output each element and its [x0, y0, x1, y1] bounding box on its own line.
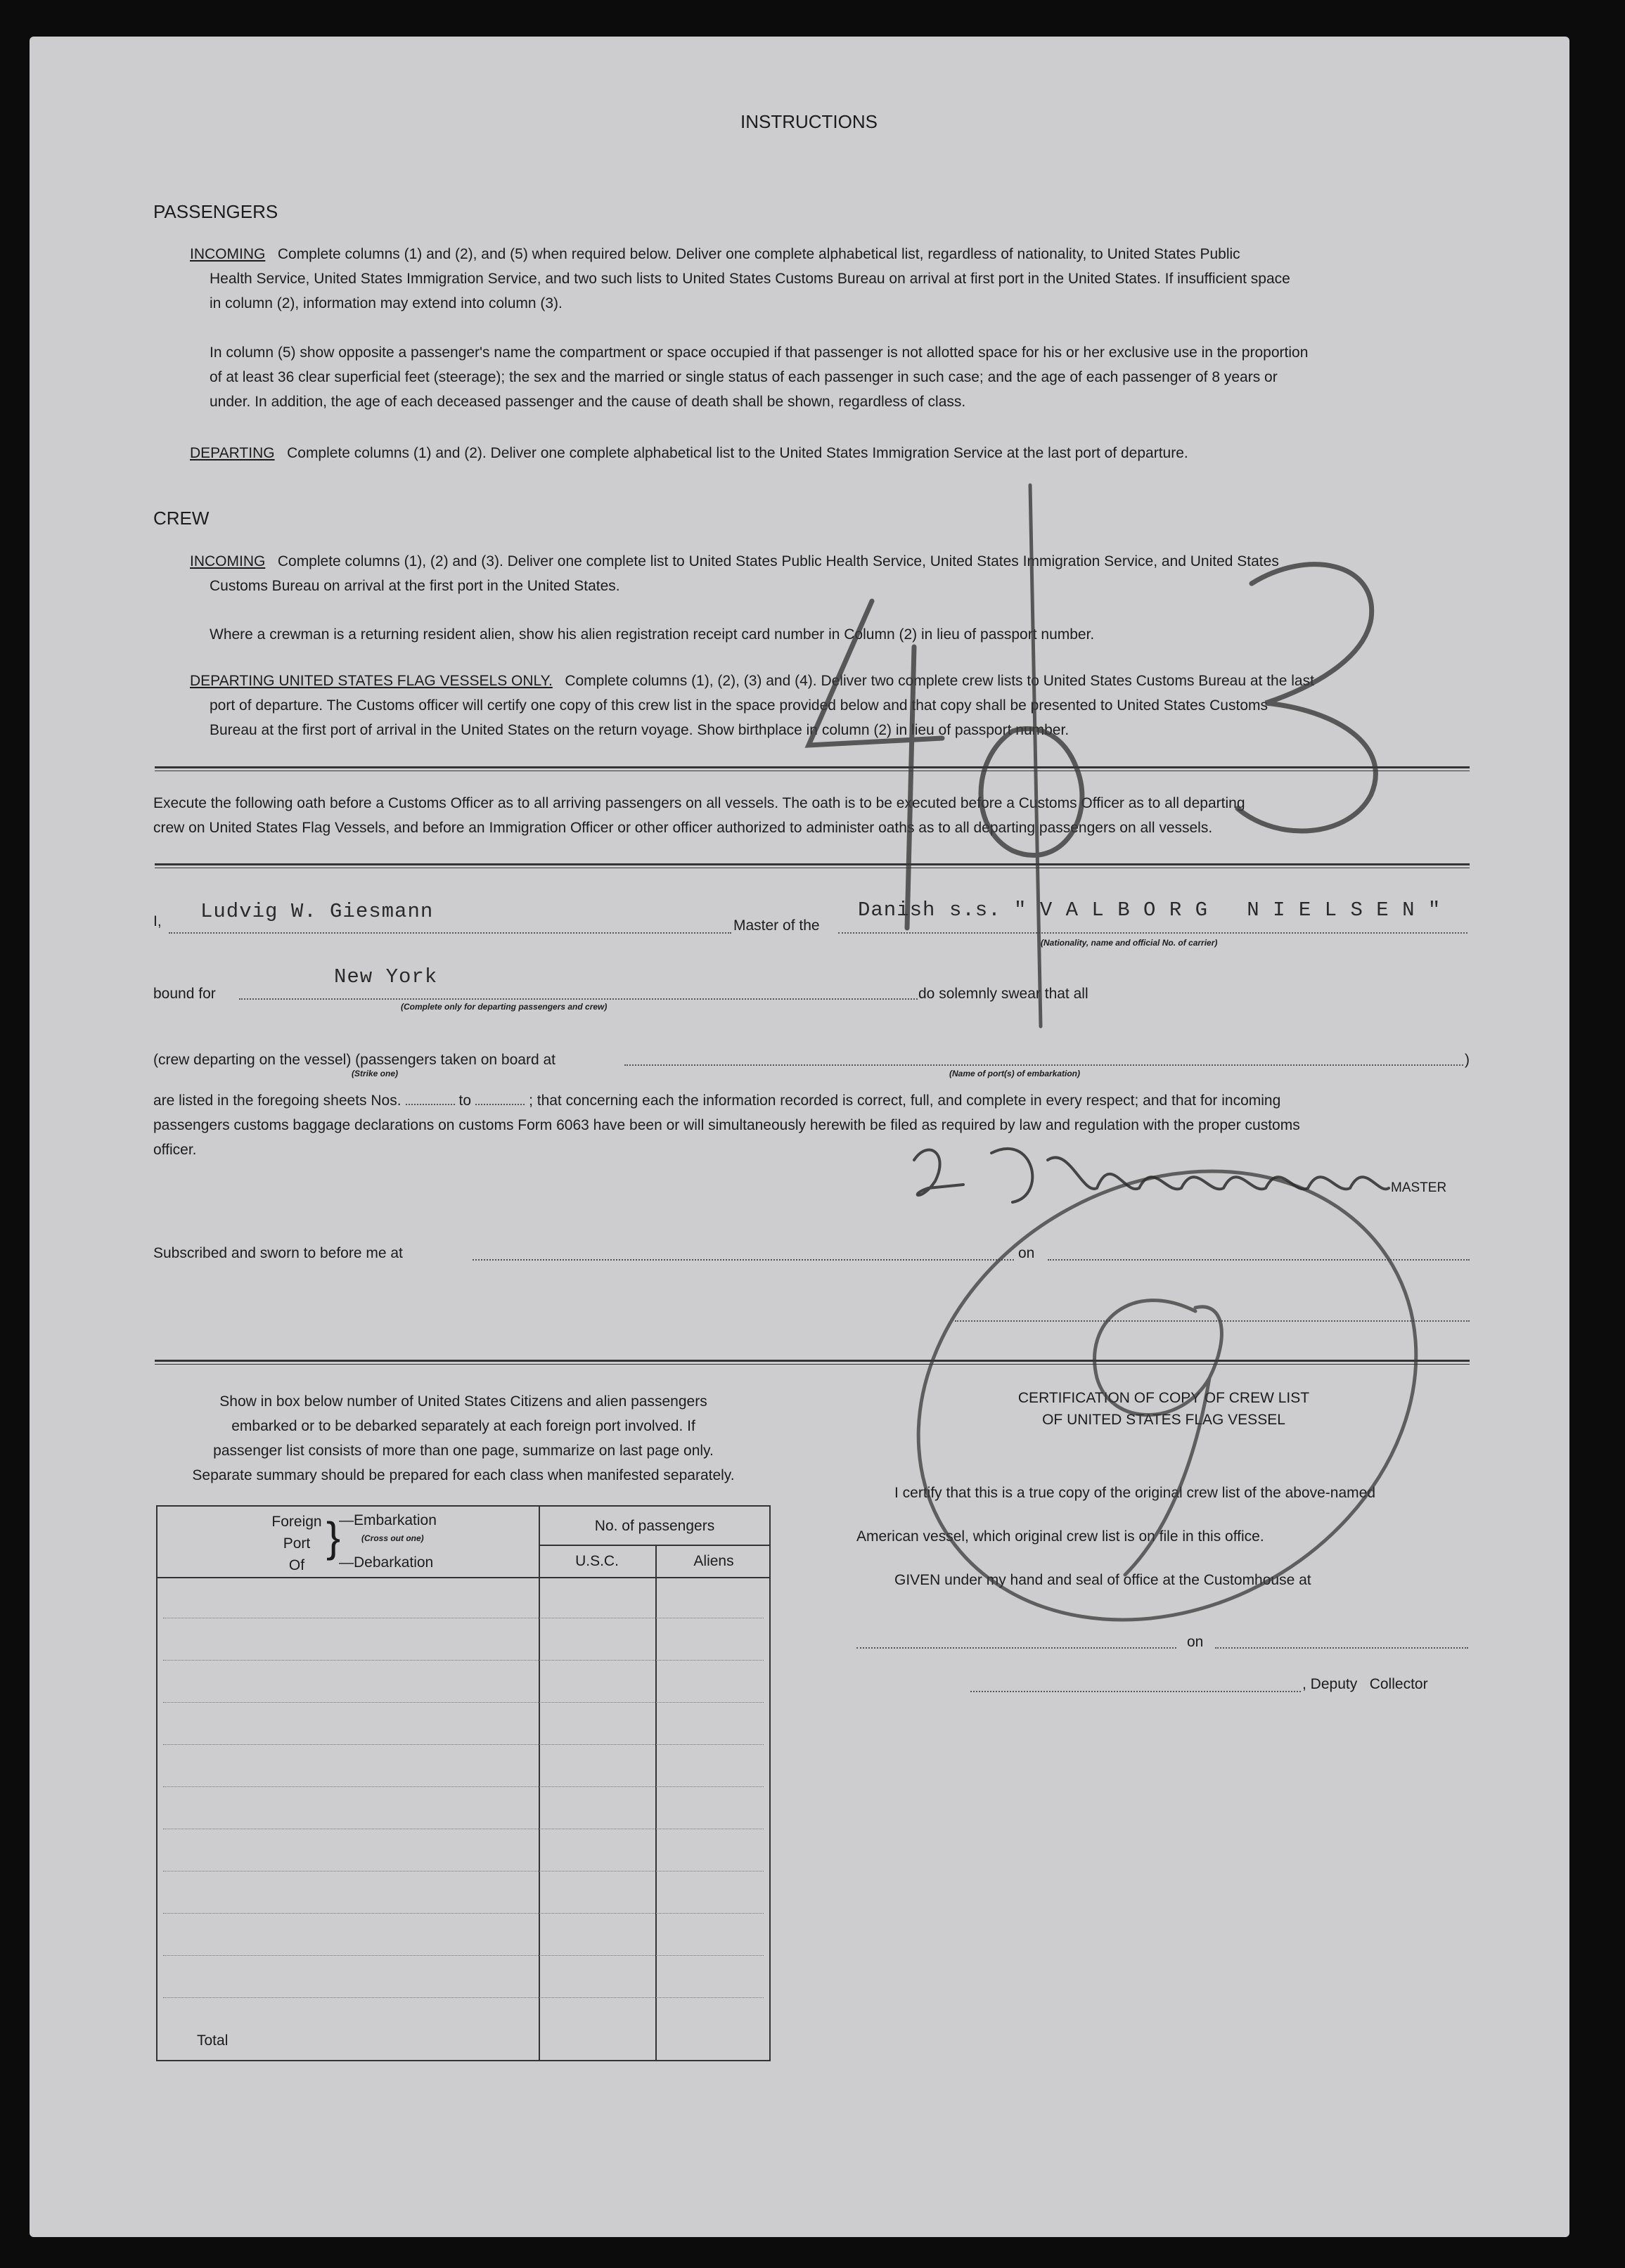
- usc-header: U.S.C.: [575, 1553, 619, 1569]
- destination-field: New York: [334, 965, 438, 988]
- ports-caption: (Name of port(s) of embarkation): [949, 1069, 1081, 1078]
- summary-intro-3: passenger list consists of more than one page, summarize on last page only.: [213, 1443, 714, 1459]
- subscribed-on-label: on: [1018, 1245, 1035, 1261]
- bound-for-label: bound for: [153, 986, 216, 1002]
- embarkation-label: —Embarkation: [339, 1512, 437, 1528]
- swear-text: do solemnly swear that all: [918, 986, 1088, 1002]
- vessel-field: s.s. " V A L B O R G N I E L S E N ": [949, 898, 1441, 922]
- crew-departing-label: DEPARTING UNITED STATES FLAG VESSELS ONLY.: [190, 673, 553, 689]
- listed-to: to: [458, 1093, 472, 1109]
- no-passengers-header: No. of passengers: [594, 1518, 715, 1534]
- master-of-label: Master of the: [733, 917, 820, 934]
- master-label: MASTER: [1391, 1180, 1447, 1195]
- subscribed-label: Subscribed and sworn to before me at: [153, 1245, 403, 1261]
- strike-caption: (Strike one): [352, 1069, 399, 1078]
- nationality-field: Danish: [858, 898, 936, 922]
- oath-intro-text-2: crew on United States Flag Vessels, and before an Immigration Officer or other officer authorized to administer oaths as to all departing passengers on all vessels.: [153, 820, 1213, 836]
- crew-departing-text-3: Bureau at the first port of arrival in the United States on the return voyage. Show birthplace in column (2) in lieu of passport number.: [210, 722, 1070, 738]
- passengers-incoming-text-2: Health Service, United States Immigration Service, and two such lists to United States Customs Bureau on arrival at first port in the United States. If insufficient space: [210, 271, 1290, 287]
- crew-resident-text: Where a crewman is a returning resident alien, show his alien registration receipt card number in Column (2) in lieu of passport number.: [210, 626, 1095, 643]
- crew-incoming-text-2: Customs Bureau on arrival at the first port in the United States.: [210, 578, 620, 594]
- crew-departing-text-2: port of departure. The Customs officer will certify one copy of this crew list in the space provided below and that copy shall be presented to United States Customs: [210, 697, 1268, 714]
- certification-title-2: OF UNITED STATES FLAG VESSEL: [1042, 1412, 1285, 1428]
- aliens-header: Aliens: [693, 1553, 734, 1569]
- debarkation-label: —Debarkation: [339, 1554, 434, 1571]
- passengers-incoming-text-1: Complete columns (1) and (2), and (5) when required below. Deliver one complete alphabetical list, regardless of nationality, to United States Public: [277, 246, 1240, 262]
- crew-incoming-text-1: Complete columns (1), (2) and (3). Deliver one complete list to United States Public Health Service, United States Immigration Service, and United States: [277, 553, 1279, 569]
- summary-intro-1: Show in box below number of United States Citizens and alien passengers: [219, 1393, 707, 1410]
- oath-intro-text-1: Execute the following oath before a Customs Officer as to all arriving passengers on all vessels. The oath is to be executed before a Customs Officer as to all departing: [153, 795, 1245, 811]
- listed-text-3: officer.: [153, 1142, 197, 1158]
- passengers-incoming-label: INCOMING: [190, 246, 266, 262]
- certify-text-3: GIVEN under my hand and seal of office at the Customhouse at: [894, 1572, 1311, 1588]
- passengers-departing-label: DEPARTING: [190, 445, 275, 461]
- listed-text-b: ; that concerning each the information recorded is correct, full, and complete in every respect; and that for incoming: [529, 1093, 1281, 1109]
- summary-intro-2: embarked or to be debarked separately at each foreign port involved. If: [231, 1418, 695, 1434]
- certify-on-label: on: [1187, 1634, 1204, 1650]
- brace: }: [326, 1514, 341, 1561]
- passengers-departing-text: Complete columns (1) and (2). Deliver one complete alphabetical list to the United States Immigration Service at the last port of departure.: [287, 445, 1188, 461]
- listed-text-2: passengers customs baggage declarations on customs Form 6063 have been or will simultaneously herewith be filed as required by law and regulation with the proper customs: [153, 1117, 1300, 1133]
- certification-title-1: CERTIFICATION OF COPY OF CREW LIST: [1017, 1390, 1310, 1406]
- of-label: Of: [288, 1557, 305, 1573]
- crew-incoming-label: INCOMING: [190, 553, 266, 569]
- summary-intro-4: Separate summary should be prepared for each class when manifested separately.: [192, 1467, 735, 1483]
- oath-i-label: I,: [153, 913, 162, 929]
- page-title: INSTRUCTIONS: [740, 111, 878, 132]
- column5-text-3: under. In addition, the age of each deceased passenger and the cause of death shall be shown, regardless of class.: [210, 394, 966, 410]
- master-name-field: Ludvig W. Giesmann: [200, 900, 434, 923]
- deputy-collector-label: , Deputy Collector: [1302, 1676, 1428, 1692]
- column5-text-1: In column (5) show opposite a passenger's name the compartment or space occupied if that passenger is not allotted space for his or her exclusive use in the proportion: [210, 344, 1309, 361]
- cross-out-caption: (Cross out one): [361, 1533, 424, 1543]
- listed-text-a: are listed in the foregoing sheets Nos.: [153, 1093, 402, 1109]
- foreign-label: Foreign: [271, 1514, 322, 1530]
- crew-heading: CREW: [153, 508, 210, 529]
- certify-text-1: I certify that this is a true copy of the original crew list of the above-named: [894, 1485, 1375, 1501]
- crew-departing-text-1: Complete columns (1), (2), (3) and (4). Deliver two complete crew lists to United States Customs Bureau at the last: [565, 673, 1314, 689]
- vessel-caption: (Nationality, name and official No. of carrier): [1041, 938, 1218, 948]
- passengers-incoming-text-3: in column (2), information may extend into column (3).: [210, 295, 563, 311]
- close-paren: ): [1465, 1052, 1470, 1068]
- crew-passengers-text: (crew departing on the vessel) (passengers taken on board at: [153, 1052, 555, 1068]
- destination-caption: (Complete only for departing passengers and crew): [401, 1002, 608, 1012]
- column5-text-2: of at least 36 clear superficial feet (steerage); the sex and the married or single status of each passenger in such case; and the age of each passenger of 8 years or: [210, 369, 1278, 385]
- handwritten-number-403: [809, 485, 1375, 1026]
- passengers-heading: PASSENGERS: [153, 201, 278, 222]
- certify-text-2: American vessel, which original crew list is on file in this office.: [856, 1528, 1264, 1545]
- port-label: Port: [283, 1535, 311, 1552]
- total-label: Total: [197, 2032, 229, 2049]
